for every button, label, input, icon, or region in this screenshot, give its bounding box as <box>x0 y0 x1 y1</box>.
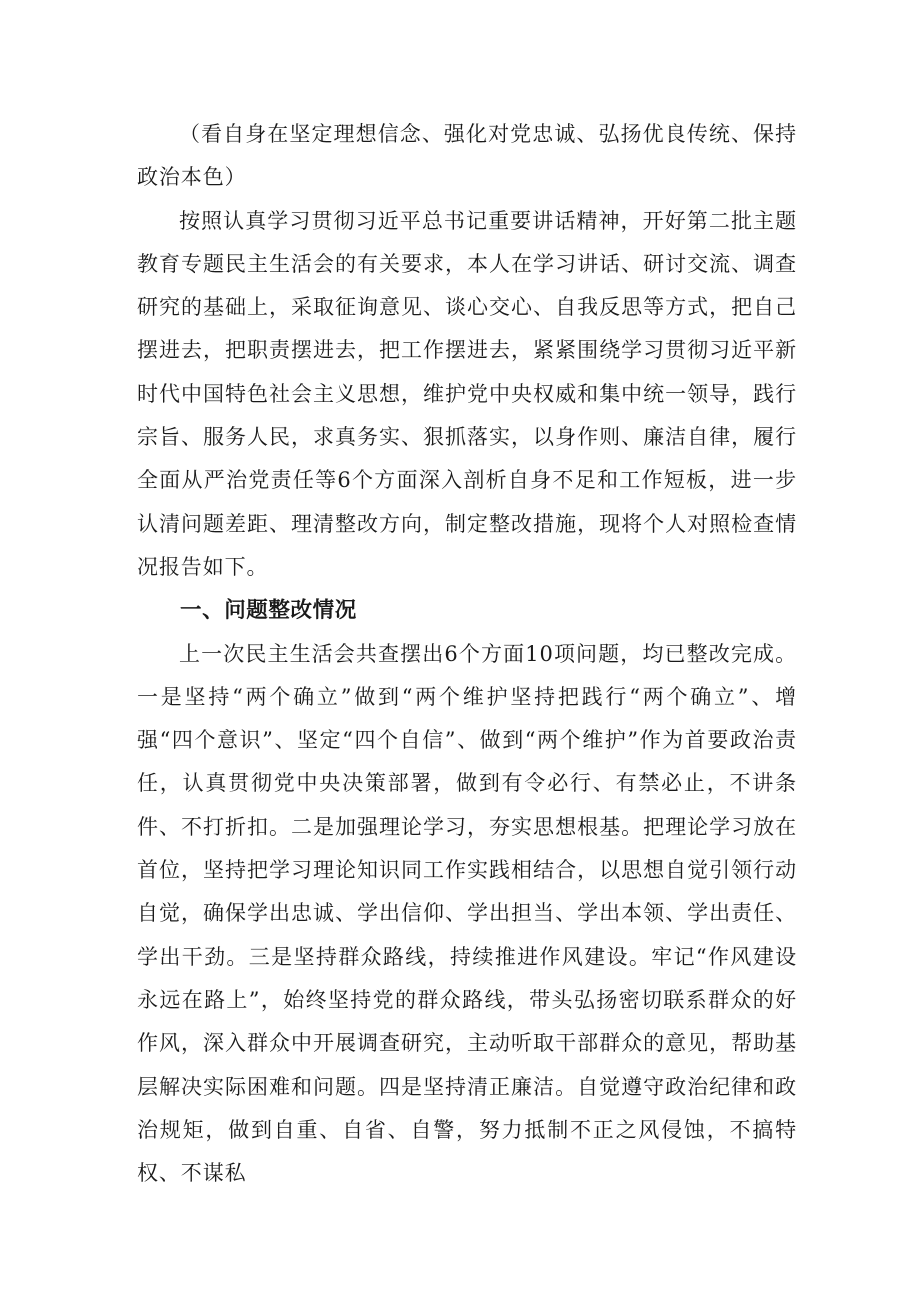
section-heading: 一、问题整改情况 <box>180 598 357 624</box>
subtitle-paragraph: （看自身在坚定理想信念、强化对党忠诚、弘扬优良传统、保持政治本色） <box>137 122 797 190</box>
section-body-paragraph: 上一次民主生活会共查摆出6个方面10项问题，均已整改完成。一是坚持“两个确立”做到“两个维护坚持把践行“两个确立”、增强“四个意识”、坚定“四个自信”、做到“两个维护”作为首要政治责任，认真贯彻党中央决策部署，做到有令必行、有禁必止，不讲条件、不打折扣。二是加强理论学习，夯实思想根基。把理论学习放在首位，坚持把学习理论知识同工作实践相结合，以思想自觉引领行动自觉，确保学出忠诚、学出信仰、学出担当、学出本领、学出责任、学出干劲。三是坚持群众路线，持续推进作风建设。牢记“作风建设永远在路上”，始终坚持党的群众路线，带头弘扬密切联系群众的好作风，深入群众中开展调查研究，主动听取干部群众的意见，帮助基层解决实际困难和问题。四是坚持清正廉洁。自觉遵守政治纪律和政治规矩，做到自重、自省、自警，努力抵制不正之风侵蚀，不搞特权、不谋私 <box>137 641 797 1186</box>
intro-paragraph: 按照认真学习贯彻习近平总书记重要讲话精神，开好第二批主题教育专题民主生活会的有关要求，本人在学习讲话、研讨交流、调查研究的基础上，采取征询意见、谈心交心、自我反思等方式，把自己摆进去，把职责摆进去，把工作摆进去，紧紧围绕学习贯彻习近平新时代中国特色社会主义思想，维护党中央权威和集中统一领导，践行宗旨、服务人民，求真务实、狠抓落实，以身作则、廉洁自律，履行全面从严治党责任等6个方面深入剖析自身不足和工作短板，进一步认清问题差距、理清整改方向，制定整改措施，现将个人对照检查情况报告如下。 <box>137 208 797 579</box>
document-body <box>137 113 797 1195</box>
